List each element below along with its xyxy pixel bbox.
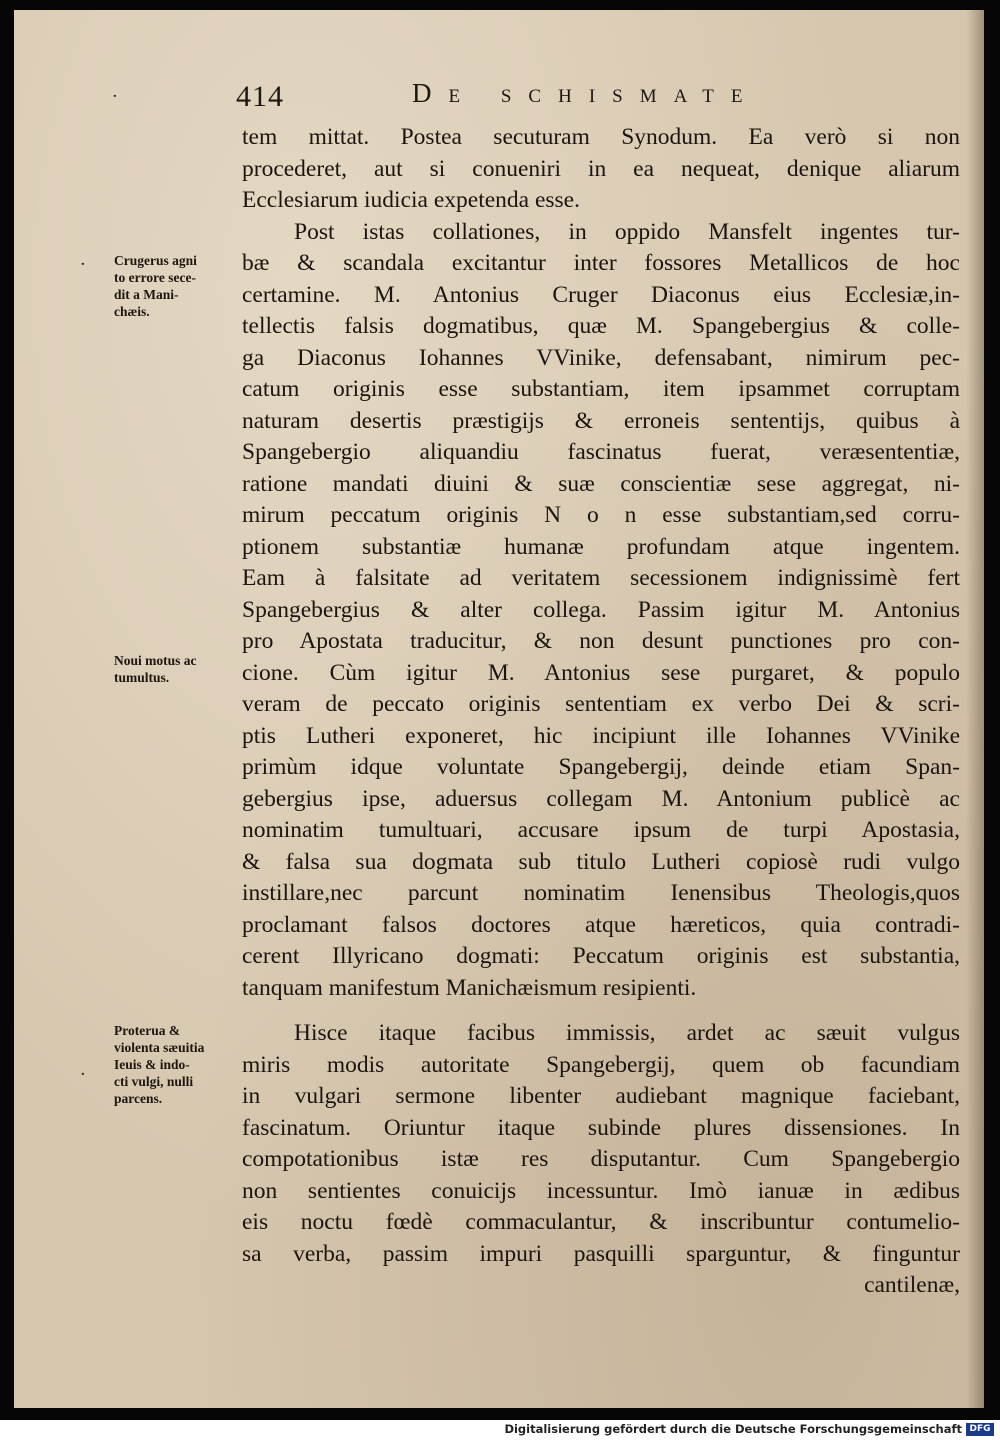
text-line: in vulgari sermone libenter audiebant magnique faciebant, (242, 1083, 960, 1109)
text-line: Eam à falsitate ad veritatem secessionem indignissimè fert (242, 565, 960, 591)
text-line: Ecclesiarum iudicia expetenda esse. (242, 187, 580, 213)
margin-note-proterua (114, 1022, 242, 1107)
text-line: proclamant falsos doctores atque hæreticos, quia contradi- (242, 911, 960, 938)
ink-speck: · (112, 86, 118, 107)
text-line: ratione mandati diuini & suæ conscientiæ sese aggregat, ni- (242, 470, 960, 497)
ink-speck: · (80, 254, 86, 275)
text-line: certamine. M. Antonius Cruger Diaconus eius Ecclesiæ,in- (242, 281, 960, 308)
margin-note-line: to errore sece- (114, 270, 196, 285)
text-line: mirum peccatum originis N o n esse substantiam,sed corru- (242, 502, 960, 528)
text-line: tem mittat. Postea secuturam Synodum. Ea verò si non (242, 124, 960, 150)
page-number: 414 (236, 80, 284, 113)
text-line: nominatim tumultuari, accusare ipsum de turpi Apostasia, (242, 817, 960, 843)
margin-note-line: Ieuis & indo- (114, 1057, 190, 1072)
text-line: veram de peccato originis sententiam ex verbo Dei & scri- (242, 691, 960, 717)
text-line: tellectis falsis dogmatibus, quæ M. Spangebergius & colle- (242, 313, 960, 339)
margin-note-line: Proterua & (114, 1023, 181, 1038)
funding-credit: Digitalisierung gefördert durch die Deutsche Forschungsgemeinschaft (504, 1422, 962, 1436)
text-line: ptionem substantiæ humanæ profundam atque ingentem. (242, 533, 960, 560)
catchword: cantilenæ, (864, 1272, 960, 1298)
text-line: compotationibus istæ res disputantur. Cum Spangebergio (242, 1146, 960, 1172)
paragraph-gap (242, 1004, 960, 1018)
margin-note-line: parcens. (114, 1091, 163, 1106)
book-page (14, 10, 984, 1408)
text-line: ga Diaconus Iohannes VVinike, defensabant, nimirum pec- (242, 344, 960, 371)
margin-note-line: chæis. (114, 304, 150, 319)
text-line: cerent Illyricano dogmati: Peccatum originis est substantia, (242, 943, 960, 969)
text-line: Hisce itaque facibus immissis, ardet ac sæuit vulgus (294, 1020, 960, 1046)
text-line: non sentientes conuicijs incessuntur. Imò ianuæ in ædibus (242, 1177, 960, 1204)
margin-note-tumultus (114, 652, 242, 686)
text-line: gebergius ipse, aduersus collegam M. Antonium publicè ac (242, 785, 960, 812)
margin-note-crugerus (114, 252, 242, 320)
footer-bar (0, 1420, 1000, 1440)
text-line: naturam desertis præstigijs & erroneis sententijs, quibus à (242, 407, 960, 434)
text-line: bæ & scandala excitantur inter fossores Metallicos de hoc (242, 250, 960, 276)
text-line: tanquam manifestum Manichæismum resipienti. (242, 974, 697, 1001)
spine-shadow (966, 10, 984, 1408)
text-line: Spangebergio aliquandiu fascinatus fuerat, veræsententiæ, (242, 439, 960, 465)
text-line: procederet, aut si conueniri in ea nequeat, denique aliarum (242, 155, 960, 182)
text-line: cione. Cùm igitur M. Antonius sese purgaret, & populo (242, 659, 960, 686)
text-line: primùm idque voluntate Spangebergij, deinde etiam Span- (242, 754, 960, 780)
text-line: instillare,nec parcunt nominatim Ienensibus Theologis,quos (242, 880, 960, 906)
text-line: miris modis autoritate Spangebergij, quem ob facundiam (242, 1051, 960, 1078)
text-line: & falsa sua dogmata sub titulo Lutheri copiosè rudi vulgo (242, 848, 960, 875)
margin-note-line: tumultus. (114, 670, 170, 685)
text-line: catum originis esse substantiam, item ipsammet corruptam (242, 376, 960, 402)
text-line: fascinatum. Oriuntur itaque subinde plures dissensiones. In (242, 1114, 960, 1141)
ink-speck: · (80, 1064, 86, 1085)
dfg-logo-icon: DFG (966, 1423, 994, 1436)
running-title: De schismate (412, 78, 760, 108)
text-line: ptis Lutheri exponeret, hic incipiunt ille Iohannes VVinike (242, 722, 960, 749)
text-line: eis noctu fœdè commaculantur, & inscribuntur contumelio- (242, 1209, 960, 1235)
margin-note-line: Noui motus ac (114, 653, 197, 668)
text-line: Post istas collationes, in oppido Mansfelt ingentes tur- (294, 218, 960, 245)
margin-note-line: cti vulgi, nulli (114, 1074, 194, 1089)
text-line: sa verba, passim impuri pasquilli sparguntur, & finguntur (242, 1240, 960, 1267)
margin-note-line: Crugerus agni (114, 253, 197, 268)
page-header (236, 80, 976, 120)
body-text (242, 122, 960, 1302)
margin-note-line: violenta sæuitia (114, 1040, 205, 1055)
margin-note-line: dit a Mani- (114, 287, 179, 302)
text-line: Spangebergius & alter collega. Passim igitur M. Antonius (242, 596, 960, 623)
text-line: pro Apostata traducitur, & non desunt punctiones pro con- (242, 628, 960, 654)
